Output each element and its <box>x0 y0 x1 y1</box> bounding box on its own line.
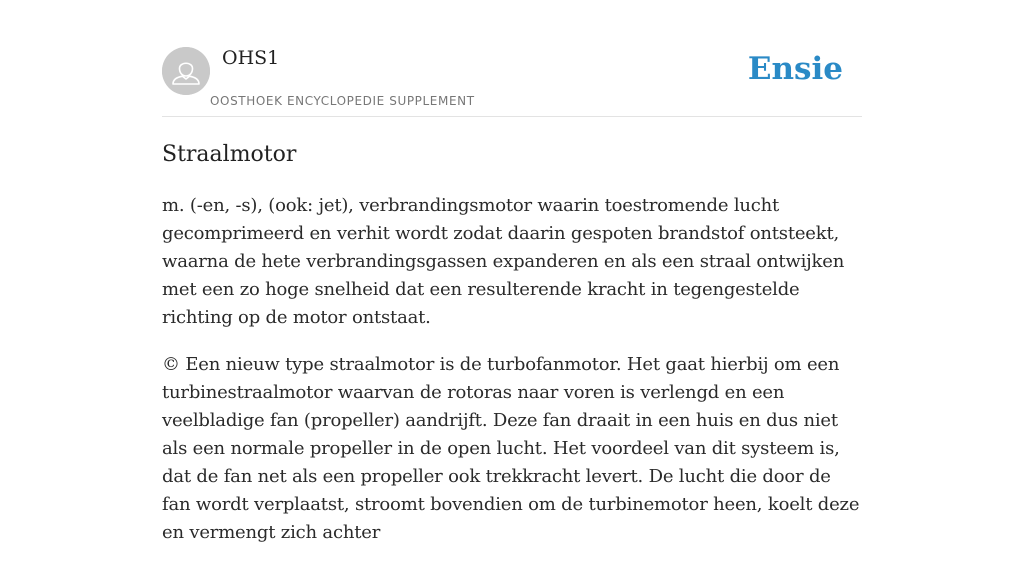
page-title: Straalmotor <box>162 142 297 167</box>
source-label[interactable]: OOSTHOEK ENCYCLOPEDIE SUPPLEMENT <box>210 94 475 108</box>
entry-header <box>162 0 862 117</box>
definition-paragraph: m. (-en, -s), (ook: jet), verbrandingsmotor waarin toestromende lucht gecomprimeerd en verhit wordt zodat daarin gespoten brandstof ontsteekt, waarna de hete verbrandingsgassen expanderen en als een straal ontwijken met een zo hoge snelheid dat een resulterende kracht in tegengestelde richting op de motor ontstaat. <box>162 195 845 328</box>
user-silhouette-icon <box>162 47 210 95</box>
description-paragraph: © Een nieuw type straalmotor is de turbofanmotor. Het gaat hierbij om een turbinestraalmotor waarvan de rotoras naar voren is verlengd en een veelbladige fan (propeller) aandrijft. Deze fan draait in een huis en dus niet als een normale propeller in de open lucht. Het voordeel van dit systeem is, dat de fan net als een propeller ook trekkracht levert. De lucht die door de fan wordt verplaatst, stroomt bovendien om de turbinemotor heen, koelt deze en vermengt zich achter <box>162 354 860 543</box>
avatar[interactable] <box>162 47 210 95</box>
ensie-logo[interactable]: Ensie <box>747 51 843 87</box>
author-name[interactable]: OHS1 <box>222 47 280 69</box>
article-body <box>162 192 862 566</box>
